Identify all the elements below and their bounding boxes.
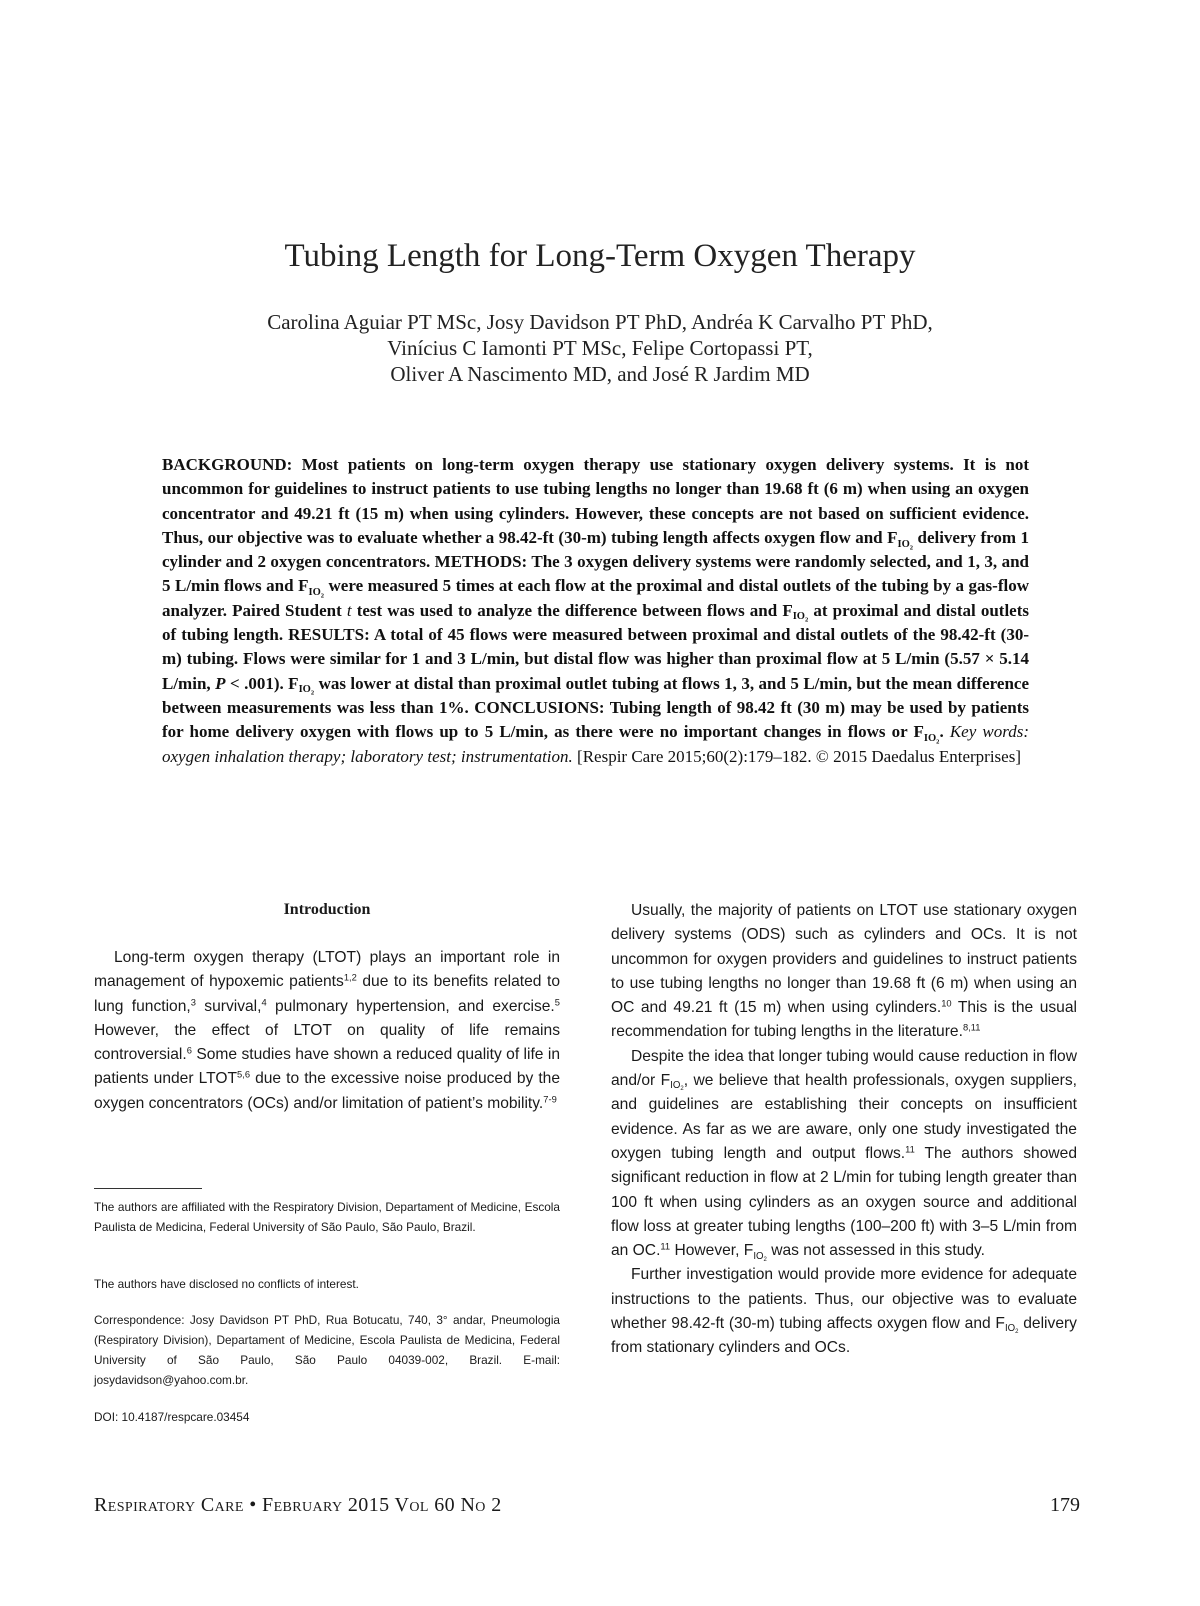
article-title: Tubing Length for Long-Term Oxygen Therapy [284,238,916,274]
abstract-text: . [939,722,944,742]
footnote-conflicts: The authors have disclosed no conflicts of interest. [94,1277,359,1291]
conclusions-label: CONCLUSIONS: [468,697,605,717]
abstract-text: The 3 oxygen delivery systems were randomly selected, and 1, 3, and 5 L/min flows and F [162,552,1030,596]
background-label: BACKGROUND: [162,455,293,474]
fio2-subscript: IO2 [1004,1323,1019,1336]
author-line: Vinícius C Iamonti PT MSc, Felipe Cortopassi PT, [387,336,813,360]
paragraph: Further investigation would provide more evidence for adequate instructions to the patients. Thus, our objective was to evaluate whether 98.42-ft (30-m) tubing affects oxygen flow and $F_{IO_2}$ delivery from stationary cylinders and OCs. [611,1266,1077,1357]
author-list [0,309,1200,387]
paragraph: Long-term oxygen therapy (LTOT) plays an important role in management of hypoxemic patients$^{1,2}$ due to its benefits related to lung function,$^3$ survival,$^4$ pulmonary hypertension, and exercise.$^5$ However, the effect of LTOT on quality of life remains controversial.$^6$ Some studies have shown a reduced quality of life in patients under LTOT$^{5,6}$ due to the excessive noise produced by the oxygen concentrators (OCs) and/or limitation of patient’s mobility.$^{7-9}$ [94,949,561,1112]
fio2-subscript: IO2 [923,732,940,746]
paragraph: Usually, the majority of patients on LTOT use stationary oxygen delivery systems (ODS) such as cylinders and OCs. It is not uncommon for oxygen providers and guidelines to instruct patients to use tubing lengths no longer than 19.68 ft (6 m) when using an OC and 49.21 ft (15 m) when using cylinders.$^{10}$ This is the usual recommendation for tubing lengths in the literature.$^{8,11}$ [611,902,1077,1041]
fio2-subscript: IO2 [753,1250,767,1263]
results-label: RESULTS: [283,625,370,645]
abstract-text: P [215,673,226,693]
abstract-text: was lower at distal than proximal outlet tubing at flows 1, 3, and 5 L/min, but the mean difference between measurements was less than 1%. [162,673,1030,717]
author-line: Oliver A Nascimento MD, and José R Jardim MD [390,362,810,386]
footnote-affiliation: The authors are affiliated with the Respiratory Division, Departament of Medicine, Escola Paulista de Medicina, Federal University of São Paulo, São Paulo, Brazil. [94,1200,560,1234]
author-line: Carolina Aguiar PT MSc, Josy Davidson PT PhD, Andréa K Carvalho PT PhD, [267,310,933,334]
right-column [611,899,1077,1361]
fio2-subscript: IO2 [792,611,809,624]
fio2-subscript: IO2 [308,587,325,600]
abstract-text: were measured 5 times at each flow at the proximal and distal outlets of the tubing by a gas-flow analyzer. Paired Student [162,576,1029,620]
paragraph: Despite the idea that longer tubing would cause reduction in flow and/or $F_{IO_2}$, we believe that health professionals, oxygen suppliers, and guidelines are establishing their concepts on insufficient evidence. As far as we are aware, only one study investigated the oxygen tubing length and output flows.$^{11}$ The authors showed significant reduction in flow at 2 L/min for tubing length greater than 100 ft when using cylinders as an oxygen source and additional flow loss at greater tubing lengths (100–200 ft) with 3–5 L/min from an OC.$^{11}$ However, $F_{IO_2}$ was not assessed in this study. [611,1047,1077,1263]
abstract-text: Tubing length of 98.42 ft (30 m) may be used by patients for home delivery oxygen with flows up to 5 L/min, as there were no important changes in flows or F [162,697,1030,742]
left-column [94,898,560,1116]
footnote-rule [94,1188,202,1189]
abstract-text: at proximal and distal outlets of tubing length. [162,600,1029,645]
footnote-doi: DOI: 10.4187/respcare.03454 [94,1410,250,1424]
fio2-subscript: IO2 [897,538,914,551]
fio2-subscript: IO2 [298,684,315,697]
introduction-heading: Introduction [283,901,371,918]
abstract-text: delivery from 1 cylinder and 2 oxygen concentrators. [162,527,1029,572]
journal-footer: Respiratory Care • February 2015 Vol 60 No 2 [94,1494,502,1516]
fio2-subscript: IO2 [670,1080,684,1093]
abstract-text: test was used to analyze the difference between flows and F [351,600,793,620]
keywords: Key words: oxygen inhalation therapy; laboratory test; instrumentation. [162,722,1030,766]
citation: [Respir Care 2015;60(2):179–182. © 2015 Daedalus Enterprises] [572,746,1021,766]
abstract-text: Most patients on long-term oxygen therapy use stationary oxygen delivery systems. It is not uncommon for guidelines to instruct patients to use tubing lengths no longer than 19.68 ft (6 m) when using an oxygen concentrator and 49.21 ft (15 m) when using cylinders. However, these concepts are not based on sufficient evidence. Thus, our objective was to evaluate whether a 98.42-ft (30-m) tubing length affects oxygen flow and F [162,455,1029,547]
abstract [162,453,1029,769]
footnote-correspondence: Correspondence: Josy Davidson PT PhD, Rua Botucatu, 740, 3° andar, Pneumologia (Respiratory Division), Departament of Medicine, Escola Paulista de Medicina, Federal University of São Paulo, São Paulo 04039-002, Brazil. E-mail: josydavidson@yahoo.com.br. [94,1313,560,1387]
page-number: 179 [1050,1494,1080,1516]
methods-label: METHODS: [430,552,528,572]
abstract-italic: t [346,600,352,620]
abstract-text: A total of 45 flows were measured between proximal and distal outlets of the 98.42-ft (30-m) tubing. Flows were similar for 1 and 3 L/min, but distal flow was higher than proximal flow at 5 L/min (5.57 × 5.14 L/min, [162,625,1029,693]
abstract-text: < .001). F [225,673,299,693]
